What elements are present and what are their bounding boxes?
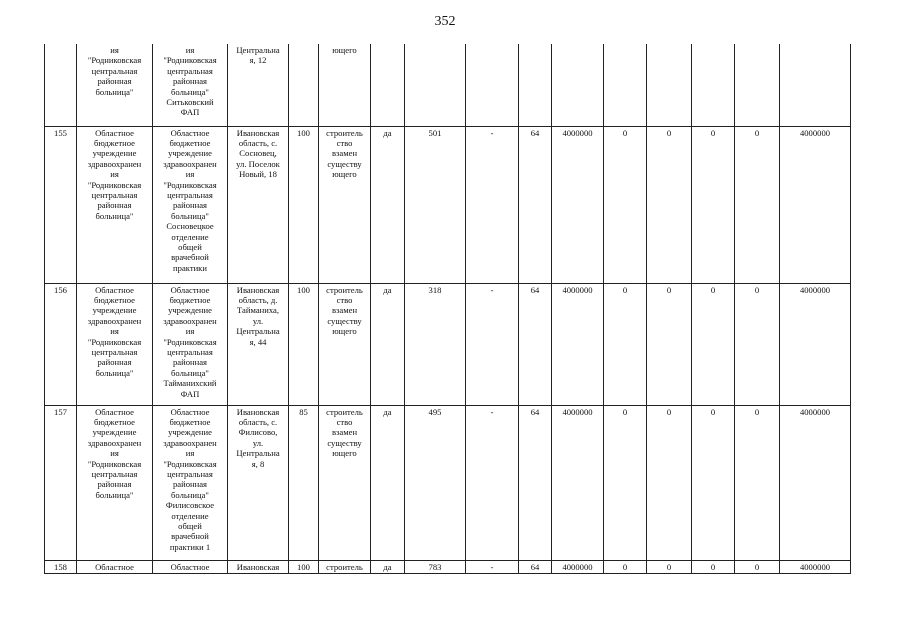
cell-count: 64 <box>519 560 552 573</box>
cell-percent: 100 <box>289 283 319 405</box>
table-row <box>45 44 851 126</box>
cell-zero-3: 0 <box>692 560 735 573</box>
cell-dash: - <box>466 283 519 405</box>
cell-zero-2 <box>647 44 692 126</box>
cell-address: Ивановская область, с. Филисово, ул. Центральна я, 8 <box>228 405 289 560</box>
facilities-table <box>44 44 851 574</box>
cell-amount: 4000000 <box>552 560 604 573</box>
cell-dash: - <box>466 560 519 573</box>
cell-total: 4000000 <box>780 283 851 405</box>
cell-flag <box>371 44 405 126</box>
cell-organization: Областное бюджетное учреждение здравоохранен ия "Родниковская центральная районная больница" <box>77 405 153 560</box>
cell-percent: 100 <box>289 126 319 283</box>
cell-work-type: строитель <box>319 560 371 573</box>
cell-organization: Областное <box>77 560 153 573</box>
cell-area: 318 <box>405 283 466 405</box>
cell-work-type: строитель ство взамен существу ющего <box>319 283 371 405</box>
cell-count: 64 <box>519 283 552 405</box>
cell-zero-2: 0 <box>647 283 692 405</box>
cell-zero-3: 0 <box>692 283 735 405</box>
cell-zero-4 <box>735 44 780 126</box>
cell-total: 4000000 <box>780 560 851 573</box>
cell-organization: Областное бюджетное учреждение здравоохранен ия "Родниковская центральная районная больница" <box>77 126 153 283</box>
cell-amount: 4000000 <box>552 283 604 405</box>
cell-total: 4000000 <box>780 405 851 560</box>
cell-row-number <box>45 44 77 126</box>
cell-zero-2: 0 <box>647 560 692 573</box>
cell-amount: 4000000 <box>552 126 604 283</box>
table-row <box>45 283 851 405</box>
cell-zero-3: 0 <box>692 126 735 283</box>
cell-address: Центральна я, 12 <box>228 44 289 126</box>
cell-row-number: 155 <box>45 126 77 283</box>
cell-unit-name: Областное бюджетное учреждение здравоохранен ия "Родниковская центральная районная больница" Сосновецкое отделение общей врачебной практики <box>153 126 228 283</box>
cell-row-number: 158 <box>45 560 77 573</box>
cell-dash <box>466 44 519 126</box>
table-row <box>45 126 851 283</box>
cell-percent: 85 <box>289 405 319 560</box>
table-row <box>45 560 851 573</box>
cell-flag: да <box>371 560 405 573</box>
cell-organization: Областное бюджетное учреждение здравоохранен ия "Родниковская центральная районная больница" <box>77 283 153 405</box>
cell-zero-1 <box>604 44 647 126</box>
cell-count: 64 <box>519 126 552 283</box>
cell-address: Ивановская область, с. Сосновец, ул. Поселок Новый, 18 <box>228 126 289 283</box>
cell-flag: да <box>371 405 405 560</box>
cell-zero-2: 0 <box>647 405 692 560</box>
cell-total: 4000000 <box>780 126 851 283</box>
cell-unit-name: Областное бюджетное учреждение здравоохранен ия "Родниковская центральная районная больница" Филисовское отделение общей врачебной практики 1 <box>153 405 228 560</box>
cell-amount <box>552 44 604 126</box>
cell-zero-3: 0 <box>692 405 735 560</box>
cell-address: Ивановская <box>228 560 289 573</box>
cell-unit-name: Областное бюджетное учреждение здравоохранен ия "Родниковская центральная районная больница" Тайманихский ФАП <box>153 283 228 405</box>
cell-zero-3 <box>692 44 735 126</box>
cell-row-number: 157 <box>45 405 77 560</box>
cell-zero-4: 0 <box>735 126 780 283</box>
cell-area: 783 <box>405 560 466 573</box>
cell-percent: 100 <box>289 560 319 573</box>
cell-area <box>405 44 466 126</box>
cell-unit-name: ия "Родниковская центральная районная больница" Ситьковский ФАП <box>153 44 228 126</box>
cell-dash: - <box>466 126 519 283</box>
cell-flag: да <box>371 126 405 283</box>
cell-count: 64 <box>519 405 552 560</box>
cell-zero-4: 0 <box>735 560 780 573</box>
cell-zero-4: 0 <box>735 283 780 405</box>
cell-work-type: строитель ство взамен существу ющего <box>319 405 371 560</box>
cell-zero-2: 0 <box>647 126 692 283</box>
cell-percent <box>289 44 319 126</box>
cell-zero-1: 0 <box>604 283 647 405</box>
cell-work-type: ющего <box>319 44 371 126</box>
cell-address: Ивановская область, д. Тайманиха, ул. Центральна я, 44 <box>228 283 289 405</box>
cell-amount: 4000000 <box>552 405 604 560</box>
cell-zero-4: 0 <box>735 405 780 560</box>
cell-organization: ия "Родниковская центральная районная больница" <box>77 44 153 126</box>
cell-work-type: строитель ство взамен существу ющего <box>319 126 371 283</box>
cell-flag: да <box>371 283 405 405</box>
table-body <box>45 44 851 573</box>
cell-total <box>780 44 851 126</box>
cell-area: 495 <box>405 405 466 560</box>
cell-unit-name: Областное <box>153 560 228 573</box>
cell-zero-1: 0 <box>604 126 647 283</box>
cell-count <box>519 44 552 126</box>
cell-dash: - <box>466 405 519 560</box>
cell-row-number: 156 <box>45 283 77 405</box>
cell-zero-1: 0 <box>604 405 647 560</box>
page-number: 352 <box>434 14 456 29</box>
table-row <box>45 405 851 560</box>
cell-area: 501 <box>405 126 466 283</box>
cell-zero-1: 0 <box>604 560 647 573</box>
